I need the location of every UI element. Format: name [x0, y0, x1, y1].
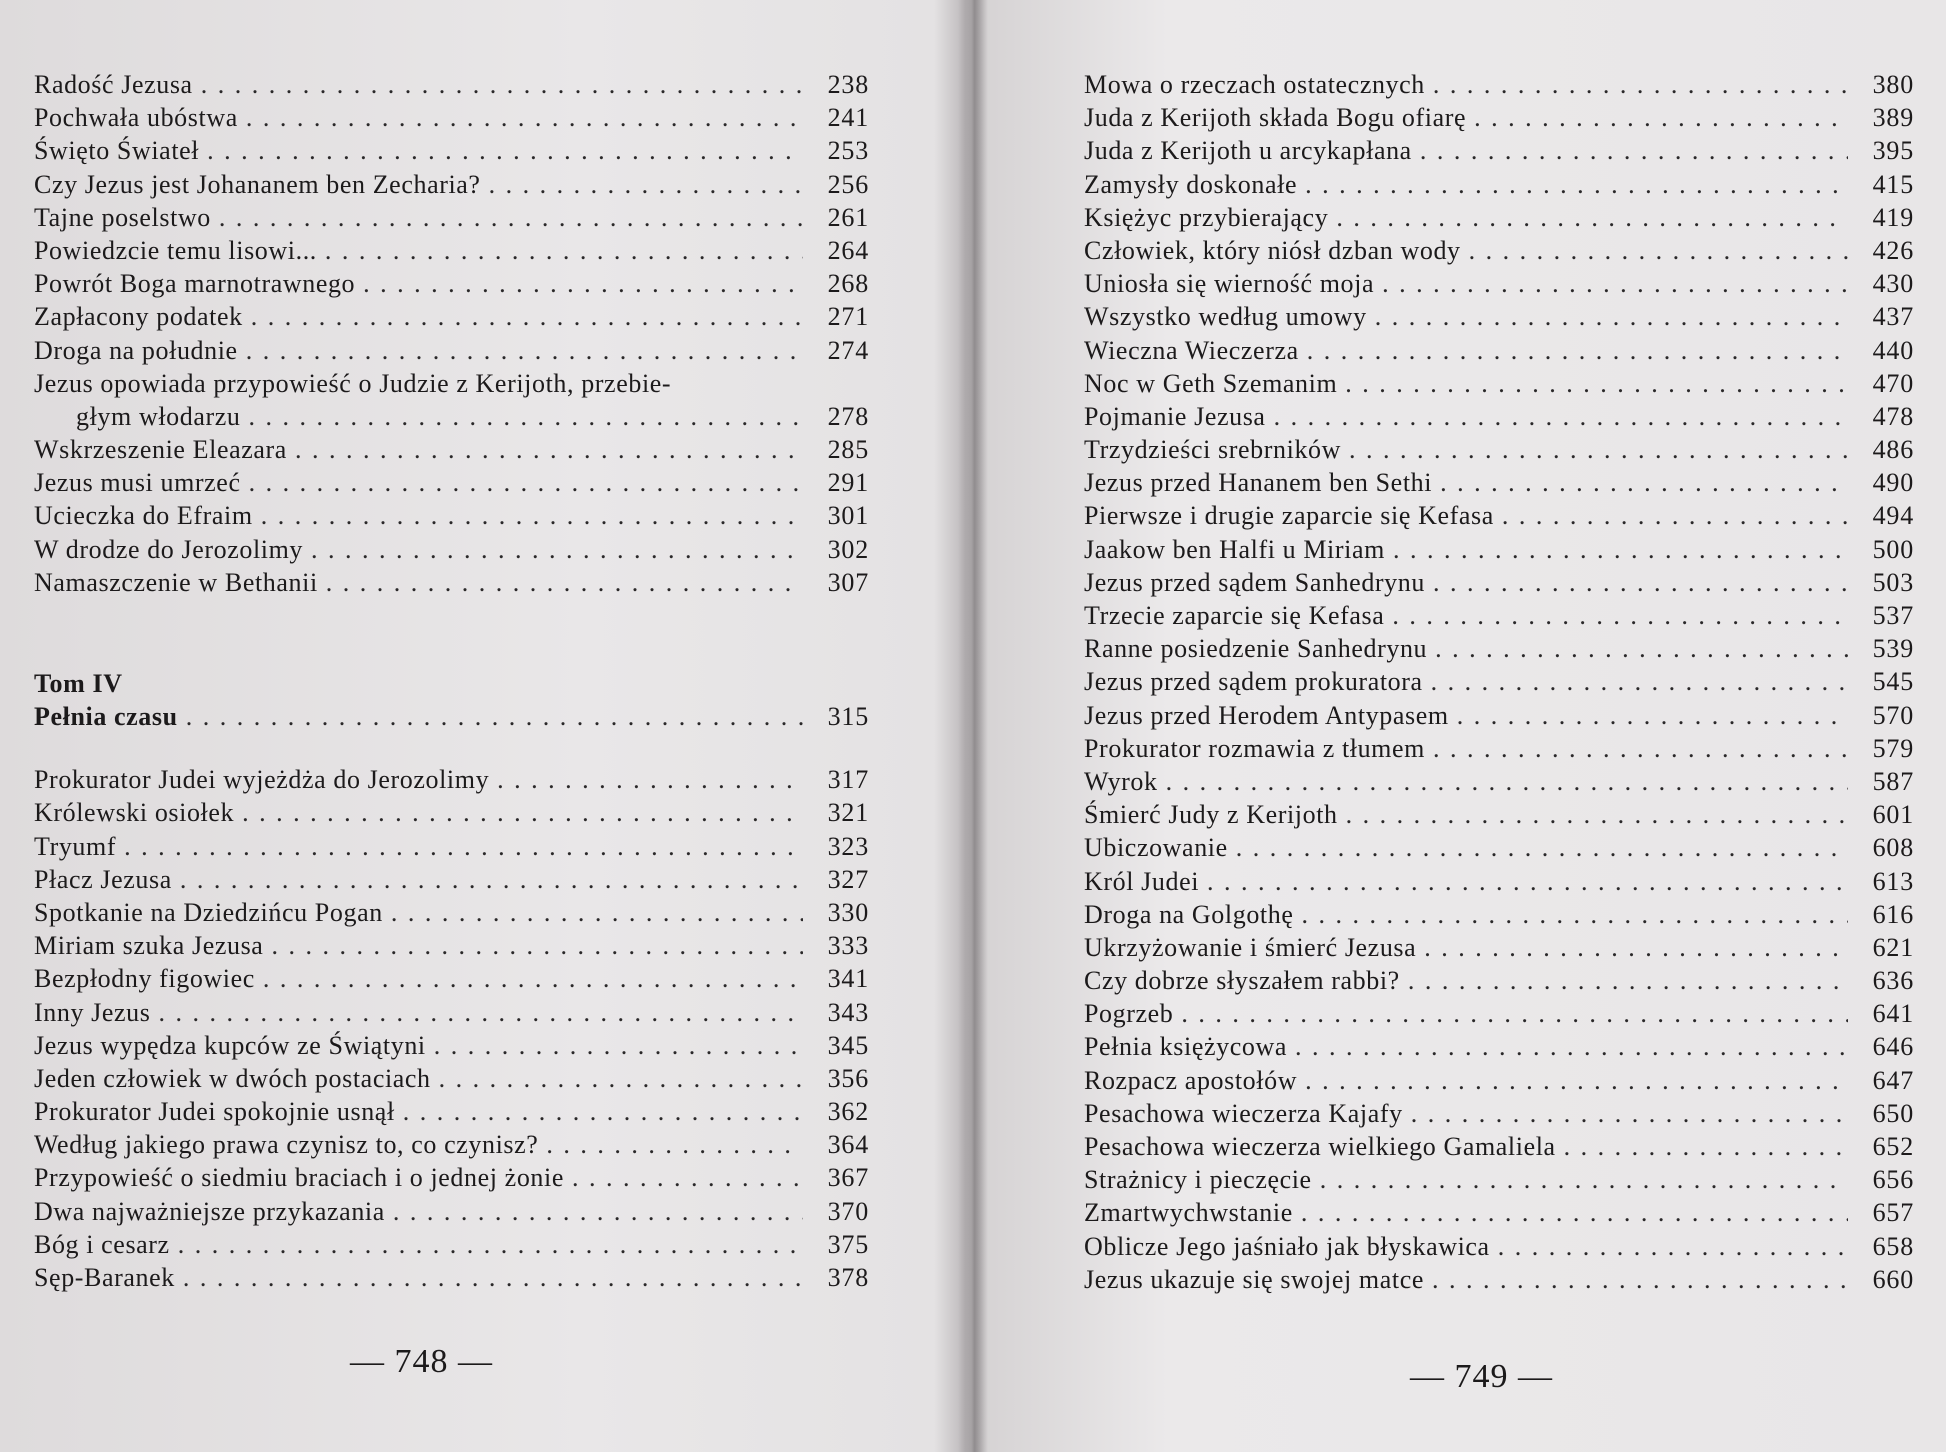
toc-entry — [34, 68, 869, 101]
dot-leader — [1498, 1230, 1848, 1263]
toc-entry-title: Pełnia księżycowa — [1084, 1032, 1287, 1062]
dot-leader — [1408, 964, 1848, 997]
dot-leader — [124, 830, 803, 863]
right-page — [985, 0, 1946, 1452]
toc-entry — [34, 1128, 869, 1161]
toc-entry-page: 656 — [1872, 1165, 1914, 1195]
dot-leader — [1305, 1064, 1848, 1097]
dot-leader — [180, 863, 803, 896]
dot-leader — [326, 566, 803, 599]
toc-entry — [1084, 1196, 1914, 1229]
toc-entry-title-line2: głym włodarzu — [76, 401, 241, 431]
toc-entry-page: 238 — [827, 70, 869, 99]
toc-entry-title: Ubiczowanie — [1084, 833, 1228, 863]
toc-entry-title: Według jakiego prawa czynisz to, co czynisz? — [34, 1130, 539, 1160]
toc-entry-title: Pierwsze i drugie zaparcie się Kefasa — [1084, 501, 1494, 531]
toc-entry-title: Jezus przed sądem Sanhedrynu — [1084, 567, 1425, 597]
toc-entry — [1084, 168, 1914, 201]
toc-entry-title: Król Judei — [1084, 866, 1200, 896]
toc-entry-title: Radość Jezusa — [34, 70, 193, 99]
toc-entry-title: Jezus ukazuje się swojej matce — [1084, 1264, 1424, 1294]
toc-entry-page: 660 — [1872, 1264, 1914, 1294]
toc-entry — [1084, 1064, 1914, 1097]
toc-entry — [1084, 533, 1914, 566]
toc-entry — [1084, 134, 1914, 167]
toc-entry — [34, 830, 869, 863]
toc-entry-title: Jaakow ben Halfi u Miriam — [1084, 534, 1385, 564]
toc-entry-page: 330 — [827, 897, 869, 927]
toc-entry-title: Czy Jezus jest Johananem ben Zecharia? — [34, 169, 481, 199]
dot-leader — [434, 1029, 803, 1062]
toc-entry-title: Ukrzyżowanie i śmierć Jezusa — [1084, 932, 1417, 962]
toc-entry-page: 345 — [827, 1030, 869, 1060]
toc-entry — [1084, 865, 1914, 898]
toc-entry-page: 343 — [827, 997, 869, 1027]
dot-leader — [546, 1128, 803, 1161]
dot-leader — [1274, 400, 1848, 433]
toc-entry-title: Strażnicy i pieczęcie — [1084, 1165, 1312, 1195]
dot-leader — [1320, 1163, 1848, 1196]
toc-entry-title: Święto Świateł — [34, 136, 200, 166]
toc-entry — [34, 763, 869, 796]
toc-entry-page: 657 — [1872, 1198, 1914, 1228]
page-number: — 749 — — [1410, 1358, 1553, 1395]
dot-leader — [251, 300, 803, 333]
dot-leader — [1432, 1263, 1848, 1296]
toc-entry — [34, 929, 869, 962]
toc-entry — [34, 1195, 869, 1228]
toc-entry — [1084, 1230, 1914, 1263]
toc-entry-page: 503 — [1872, 567, 1914, 597]
toc-entry — [1084, 499, 1914, 532]
dot-leader — [1181, 997, 1848, 1030]
toc-entry-page: 646 — [1872, 1032, 1914, 1062]
toc-entry-page: 341 — [827, 964, 869, 994]
toc-entry — [34, 1062, 869, 1095]
dot-leader — [1393, 533, 1848, 566]
toc-entry-page: 301 — [827, 501, 869, 531]
toc-entry — [34, 533, 869, 566]
toc-entry — [1084, 665, 1914, 698]
toc-entry — [1084, 101, 1914, 134]
toc-entry-title: Juda z Kerijoth składa Bogu ofiarę — [1084, 103, 1467, 133]
toc-entry-title: Zapłacony podatek — [34, 302, 243, 332]
toc-entry-title: Wskrzeszenie Eleazara — [34, 435, 287, 465]
toc-entry-page: 415 — [1872, 169, 1914, 199]
toc-entry-title: Mowa o rzeczach ostatecznych — [1084, 70, 1425, 99]
toc-entry-page: 268 — [827, 269, 869, 299]
toc-entry-title: Powrót Boga marnotrawnego — [34, 269, 356, 299]
dot-leader — [1411, 1097, 1848, 1130]
toc-entry — [34, 1029, 869, 1062]
toc-entry-title: Pojmanie Jezusa — [1084, 401, 1266, 431]
dot-leader — [1236, 831, 1848, 864]
dot-leader — [1469, 234, 1848, 267]
dot-leader — [219, 201, 803, 234]
toc-entry — [34, 168, 869, 201]
toc-entry-title: Miriam szuka Jezusa — [34, 931, 264, 961]
toc-entry — [1084, 267, 1914, 300]
toc-entry — [1084, 831, 1914, 864]
toc-entry-page: 327 — [827, 864, 869, 894]
toc-entry-title: Rozpacz apostołów — [1084, 1065, 1298, 1095]
toc-entry-title: Jezus wypędza kupców ze Świątyni — [34, 1030, 426, 1060]
toc-entry-page: 437 — [1872, 302, 1914, 332]
toc-entry — [34, 234, 869, 267]
toc-entry — [34, 466, 869, 499]
toc-entry-page: 601 — [1872, 800, 1914, 830]
dot-leader — [207, 134, 803, 167]
dot-leader — [1305, 168, 1848, 201]
dot-leader — [1349, 433, 1848, 466]
toc-entry-title: Tajne poselstwo — [34, 202, 211, 232]
toc-entry-page: 362 — [827, 1097, 869, 1127]
toc-entry-title: Inny Jezus — [34, 997, 151, 1027]
toc-entry-page: 539 — [1872, 634, 1914, 664]
dot-leader — [363, 267, 803, 300]
toc-entry-title: Zmartwychwstanie — [1084, 1198, 1293, 1228]
toc-entry-title: Wszystko według umowy — [1084, 302, 1367, 332]
dot-leader — [1336, 201, 1848, 234]
toc-entry-title: Pogrzeb — [1084, 999, 1174, 1029]
toc-entry — [1084, 466, 1914, 499]
toc-entry-page: 545 — [1872, 667, 1914, 697]
toc-entry-title: Pochwała ubóstwa — [34, 103, 238, 133]
toc-entry-page: 370 — [827, 1196, 869, 1226]
toc-entry — [1084, 300, 1914, 333]
toc-entry-page: 658 — [1872, 1231, 1914, 1261]
toc-entry — [1084, 68, 1914, 101]
toc-entry-page: 500 — [1872, 534, 1914, 564]
toc-entry — [1084, 931, 1914, 964]
toc-entry-page: 652 — [1872, 1132, 1914, 1161]
dot-leader — [1307, 334, 1848, 367]
toc-entry-page: 470 — [1872, 368, 1914, 398]
dot-leader — [183, 1261, 803, 1294]
toc-entry — [1084, 400, 1914, 433]
dot-leader — [249, 400, 804, 433]
toc-entry-page: 650 — [1872, 1098, 1914, 1128]
dot-leader — [1564, 1130, 1848, 1163]
toc-entry — [1084, 201, 1914, 234]
toc-entry-title: Bezpłodny figowiec — [34, 964, 255, 994]
toc-entry-title: Zamysły doskonałe — [1084, 169, 1298, 199]
toc-entry-title: Przypowieść o siedmiu braciach i o jednej żonie — [34, 1163, 564, 1193]
dot-leader — [311, 533, 803, 566]
toc-entry-page: 307 — [827, 567, 869, 597]
toc-entry-title: Namaszczenie w Bethanii — [34, 567, 318, 597]
toc-entry-page: 613 — [1872, 866, 1914, 896]
toc-entry-page: 261 — [827, 202, 869, 232]
toc-entry — [34, 499, 869, 532]
toc-entry-page: 395 — [1872, 136, 1914, 166]
toc-entry — [1084, 433, 1914, 466]
dot-leader — [1433, 68, 1848, 101]
toc-entry-page: 380 — [1872, 70, 1914, 99]
dot-leader — [263, 962, 803, 995]
toc-entry — [1084, 1163, 1914, 1196]
toc-entry — [34, 101, 869, 134]
toc-entry — [1084, 234, 1914, 267]
toc-entry-page: 375 — [827, 1229, 869, 1259]
toc-entry-title: Jezus przed sądem prokuratora — [1084, 667, 1423, 697]
dot-leader — [271, 929, 803, 962]
toc-entry-page: 641 — [1872, 999, 1914, 1029]
toc-entry-page: 367 — [827, 1163, 869, 1193]
toc-entry — [1084, 765, 1914, 798]
toc-entry-title: Jezus przed Hananem ben Sethi — [1084, 468, 1433, 498]
toc-entry-page: 647 — [1872, 1065, 1914, 1095]
toc-entry — [34, 1261, 869, 1294]
left-toc — [34, 68, 869, 1294]
toc-entry-title: Noc w Geth Szemanim — [1084, 368, 1338, 398]
toc-entry-title: Pesachowa wieczerza wielkiego Gamaliela — [1084, 1132, 1556, 1161]
toc-entry — [1084, 1030, 1914, 1063]
toc-entry-page: 636 — [1872, 966, 1914, 996]
toc-entry-page: 356 — [827, 1063, 869, 1093]
toc-list-a — [34, 68, 869, 367]
dot-leader — [1457, 699, 1848, 732]
toc-entry-title: Wyrok — [1084, 766, 1158, 796]
part-title: Pełnia czasu — [34, 702, 178, 731]
dot-leader — [178, 1228, 803, 1261]
toc-entry-title: Wieczna Wieczerza — [1084, 335, 1299, 365]
dot-leader — [1474, 101, 1848, 134]
dot-leader — [1346, 798, 1848, 831]
dot-leader — [489, 168, 803, 201]
toc-entry-page: 478 — [1872, 401, 1914, 431]
toc-entry-title: Trzydzieści srebrników — [1084, 435, 1342, 465]
toc-entry — [34, 300, 869, 333]
toc-list-c — [34, 763, 869, 1294]
dot-leader — [1431, 665, 1848, 698]
dot-leader — [1345, 367, 1848, 400]
toc-entry-page: 317 — [827, 765, 869, 795]
toc-entry-title: Jeden człowiek w dwóch postaciach — [34, 1063, 431, 1093]
toc-entry-title-line1: Jezus opowiada przypowieść o Judzie z Kerijoth, przebie- — [34, 368, 672, 398]
dot-leader — [497, 763, 803, 796]
dot-leader — [572, 1161, 803, 1194]
toc-entry-page: 364 — [827, 1130, 869, 1160]
toc-entry — [1084, 1130, 1914, 1163]
dot-leader — [1392, 599, 1848, 632]
toc-entry — [34, 433, 869, 466]
dot-leader — [295, 433, 803, 466]
toc-entry-page: 490 — [1872, 468, 1914, 498]
dot-leader — [1375, 300, 1848, 333]
toc-entry-title: Płacz Jezusa — [34, 864, 172, 894]
toc-entry-page: 264 — [827, 235, 869, 265]
toc-entry-title: Powiedzcie temu lisowi... — [34, 235, 317, 265]
toc-entry — [1084, 798, 1914, 831]
toc-entry-title: Tryumf — [34, 831, 117, 861]
volume-heading: Tom IV — [34, 669, 123, 698]
dot-leader — [242, 796, 803, 829]
toc-entry-page: 616 — [1872, 899, 1914, 929]
dot-leader — [403, 1095, 803, 1128]
toc-entry-page: 278 — [827, 401, 869, 431]
toc-entry-page: 253 — [827, 136, 869, 166]
toc-entry — [1084, 632, 1914, 665]
toc-entry-title: Uniosła się wierność moja — [1084, 269, 1375, 299]
toc-list-b — [34, 433, 869, 599]
toc-entry-page: 333 — [827, 931, 869, 961]
toc-entry-page: 494 — [1872, 501, 1914, 531]
dot-leader — [1440, 466, 1848, 499]
dot-leader — [325, 234, 803, 267]
toc-entry — [1084, 566, 1914, 599]
toc-entry — [34, 334, 869, 367]
toc-entry-page: 285 — [827, 435, 869, 465]
toc-entry-title: Ranne posiedzenie Sanhedrynu — [1084, 634, 1428, 664]
toc-entry-title: Prokurator rozmawia z tłumem — [1084, 733, 1425, 763]
toc-entry-title: Prokurator Judei spokojnie usnął — [34, 1097, 395, 1127]
dot-leader — [1433, 732, 1848, 765]
toc-entry-title: Droga na południe — [34, 335, 238, 365]
toc-entry-page: 621 — [1872, 932, 1914, 962]
toc-entry — [34, 1095, 869, 1128]
toc-entry-page: 419 — [1872, 202, 1914, 232]
toc-entry-title: Oblicze Jego jaśniało jak błyskawica — [1084, 1231, 1490, 1261]
dot-leader — [1420, 134, 1848, 167]
dot-leader — [1295, 1030, 1848, 1063]
toc-list-right — [1084, 68, 1914, 1296]
toc-entry-title: Księżyc przybierający — [1084, 202, 1329, 232]
toc-entry-page: 587 — [1872, 766, 1914, 796]
dot-leader — [1433, 566, 1848, 599]
toc-entry — [34, 267, 869, 300]
toc-entry-title: Człowiek, który niósł dzban wody — [1084, 235, 1461, 265]
toc-entry-title: Pesachowa wieczerza Kajafy — [1084, 1098, 1403, 1128]
dot-leader — [393, 1195, 803, 1228]
toc-entry-page: 256 — [827, 169, 869, 199]
toc-entry-page: 271 — [827, 302, 869, 332]
dot-leader — [1424, 931, 1848, 964]
dot-leader — [1502, 499, 1848, 532]
dot-leader — [158, 996, 803, 1029]
toc-entry — [34, 863, 869, 896]
toc-entry-title: Śmierć Judy z Kerijoth — [1084, 800, 1338, 830]
toc-entry-title: Droga na Golgothę — [1084, 899, 1294, 929]
part-page: 315 — [827, 702, 869, 731]
dot-leader — [439, 1062, 803, 1095]
toc-entry — [34, 1228, 869, 1261]
dot-leader — [201, 68, 803, 101]
toc-entry — [1084, 732, 1914, 765]
toc-entry — [34, 962, 869, 995]
toc-entry-page: 537 — [1872, 601, 1914, 630]
dot-leader — [1166, 765, 1848, 798]
toc-entry — [34, 566, 869, 599]
dot-leader — [1207, 865, 1848, 898]
dot-leader — [246, 101, 803, 134]
toc-entry-page: 608 — [1872, 833, 1914, 863]
toc-entry-page: 291 — [827, 468, 869, 498]
toc-entry — [34, 1161, 869, 1194]
toc-entry-wrapped — [34, 367, 869, 433]
toc-entry-title: Bóg i cesarz — [34, 1229, 170, 1259]
toc-entry-page: 241 — [827, 103, 869, 133]
dot-leader — [1301, 898, 1848, 931]
toc-entry-title: Jezus przed Herodem Antypasem — [1084, 700, 1449, 730]
toc-entry-page: 323 — [827, 831, 869, 861]
toc-entry-title: Czy dobrze słyszałem rabbi? — [1084, 966, 1400, 996]
toc-entry-page: 440 — [1872, 335, 1914, 365]
toc-entry-title: Sęp-Baranek — [34, 1263, 175, 1292]
dot-leader — [1301, 1196, 1848, 1229]
dot-leader — [261, 499, 803, 532]
toc-entry — [1084, 964, 1914, 997]
toc-entry-page: 579 — [1872, 733, 1914, 763]
part-entry — [34, 700, 869, 733]
dot-leader — [1435, 632, 1848, 665]
toc-entry-title: Królewski osiołek — [34, 798, 235, 828]
toc-entry — [34, 134, 869, 167]
toc-entry-title: Prokurator Judei wyjeżdża do Jerozolimy — [34, 765, 490, 795]
dot-leader — [391, 896, 803, 929]
toc-entry-page: 570 — [1872, 700, 1914, 730]
toc-entry-title: Ucieczka do Efraim — [34, 501, 253, 531]
toc-entry-title: W drodze do Jerozolimy — [34, 534, 304, 564]
toc-entry-title: Jezus musi umrzeć — [34, 468, 241, 498]
dot-leader — [249, 466, 803, 499]
toc-entry — [1084, 699, 1914, 732]
toc-entry — [1084, 1097, 1914, 1130]
right-toc — [1084, 68, 1914, 1296]
toc-entry-title: Dwa najważniejsze przykazania — [34, 1196, 385, 1226]
toc-entry-page: 302 — [827, 534, 869, 564]
dot-leader — [186, 700, 803, 733]
toc-entry-page: 389 — [1872, 103, 1914, 133]
toc-entry-page: 378 — [827, 1263, 869, 1292]
toc-entry-page: 486 — [1872, 435, 1914, 465]
toc-entry-page: 274 — [827, 335, 869, 365]
toc-entry — [34, 796, 869, 829]
toc-entry — [34, 896, 869, 929]
toc-entry-title: Spotkanie na Dziedzińcu Pogan — [34, 897, 383, 927]
toc-entry — [1084, 599, 1914, 632]
page-number: — 748 — — [350, 1343, 493, 1380]
toc-entry-page: 430 — [1872, 269, 1914, 299]
toc-entry — [1084, 367, 1914, 400]
toc-entry — [34, 996, 869, 1029]
dot-leader — [246, 334, 803, 367]
toc-entry-page: 426 — [1872, 235, 1914, 265]
toc-entry — [1084, 1263, 1914, 1296]
toc-entry-title: Trzecie zaparcie się Kefasa — [1084, 601, 1385, 630]
toc-entry-page: 321 — [827, 798, 869, 828]
toc-entry — [1084, 997, 1914, 1030]
toc-entry — [1084, 334, 1914, 367]
toc-entry — [1084, 898, 1914, 931]
toc-entry-title: Juda z Kerijoth u arcykapłana — [1084, 136, 1412, 166]
left-page — [0, 0, 970, 1452]
toc-entry — [34, 201, 869, 234]
dot-leader — [1382, 267, 1848, 300]
